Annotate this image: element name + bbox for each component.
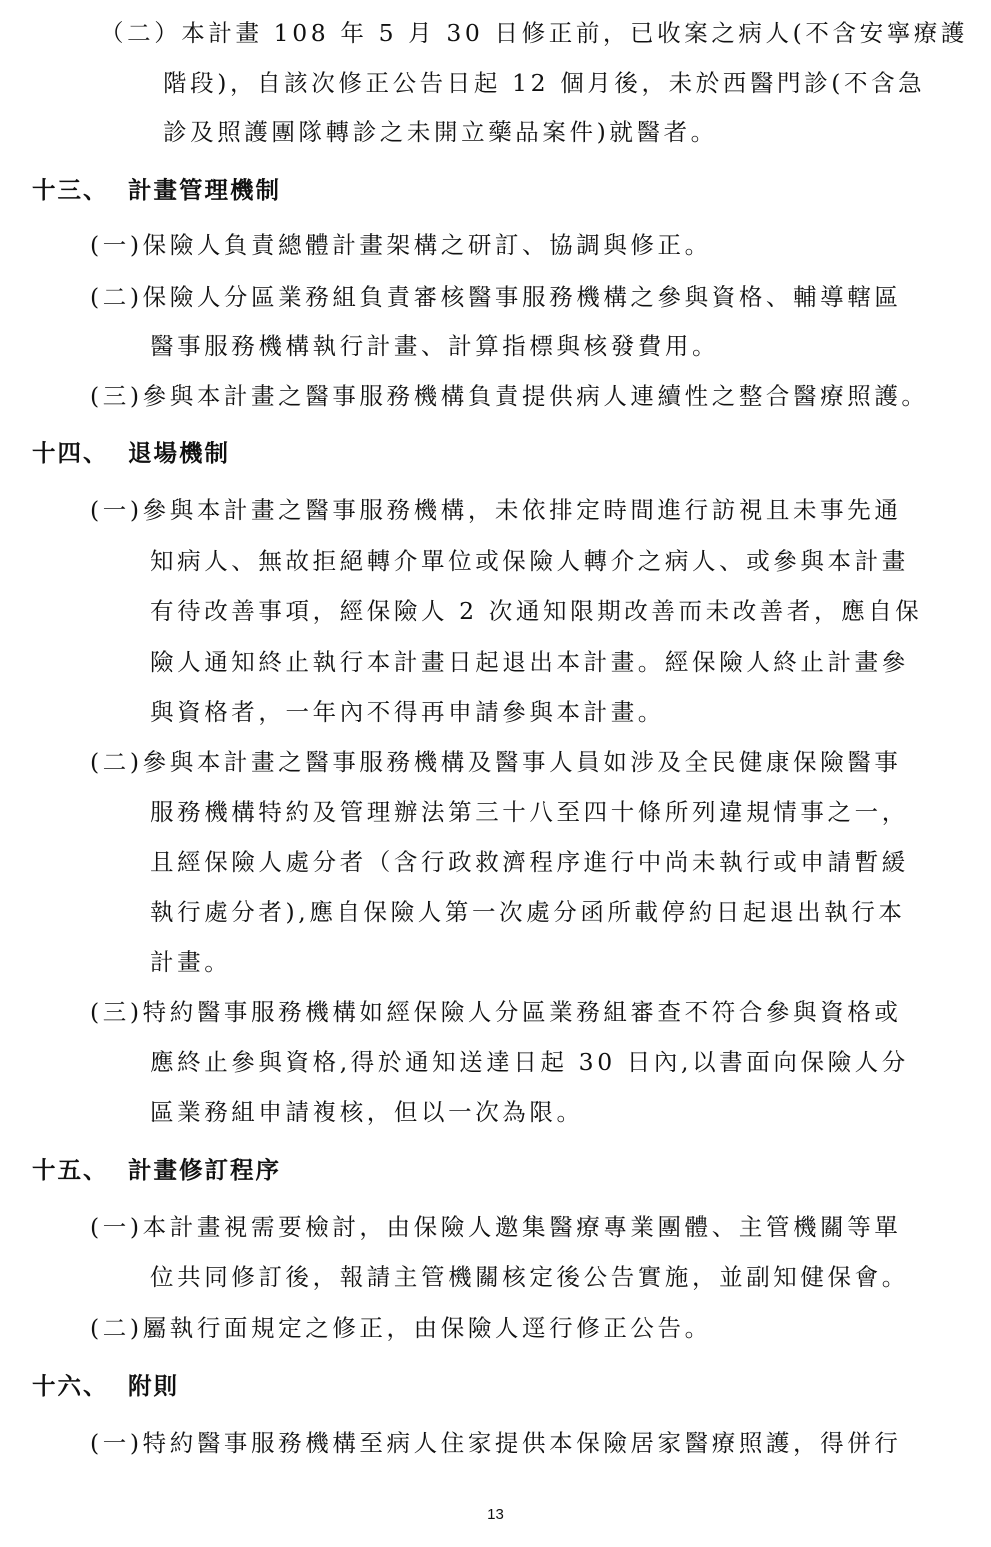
body-line: (二)屬執行面規定之修正，由保險人逕行修正公告。	[90, 1314, 712, 1342]
body-line: 知病人、無故拒絕轉介單位或保險人轉介之病人、或參與本計畫	[150, 547, 909, 575]
body-line: (二)參與本計畫之醫事服務機構及醫事人員如涉及全民健康保險醫事	[90, 748, 902, 776]
body-line: 應終止參與資格,得於通知送達日起 30 日內,以書面向保險人分	[150, 1048, 909, 1076]
body-line: 且經保險人處分者（含行政救濟程序進行中尚未執行或申請暫緩	[150, 848, 909, 876]
section-heading	[32, 438, 230, 468]
body-line: 險人通知終止執行本計畫日起退出本計畫。經保險人終止計畫參	[150, 648, 909, 676]
section-number: 十五、	[32, 1156, 109, 1184]
section-number: 十三、	[32, 176, 109, 204]
body-line: 計畫。	[150, 948, 232, 976]
section-number: 十四、	[32, 439, 109, 467]
body-line: (三)參與本計畫之醫事服務機構負責提供病人連續性之整合醫療照護。	[90, 382, 929, 410]
body-line: (一)本計畫視需要檢討，由保險人邀集醫療專業團體、主管機關等單	[90, 1213, 902, 1241]
section-heading	[32, 1371, 179, 1401]
body-line: 服務機構特約及管理辦法第三十八至四十條所列違規情事之一，	[150, 798, 909, 826]
section-heading	[32, 175, 281, 205]
body-line: （二）本計畫 108 年 5 月 30 日修正前，已收案之病人(不含安寧療護	[100, 19, 968, 47]
body-line: 診及照護團隊轉診之未開立藥品案件)就醫者。	[163, 118, 718, 146]
body-line: (二)保險人分區業務組負責審核醫事服務機構之參與資格、輔導轄區	[90, 283, 902, 311]
section-title: 退場機制	[128, 439, 230, 467]
section-title: 計畫修訂程序	[128, 1156, 281, 1184]
body-line: (一)參與本計畫之醫事服務機構，未依排定時間進行訪視且未事先通	[90, 496, 902, 524]
body-line: 有待改善事項，經保險人 2 次通知限期改善而未改善者，應自保	[150, 597, 923, 625]
body-line: 醫事服務機構執行計畫、計算指標與核發費用。	[150, 332, 720, 360]
section-heading	[32, 1155, 281, 1185]
body-line: (一)保險人負責總體計畫架構之研訂、協調與修正。	[90, 231, 712, 259]
section-number: 十六、	[32, 1372, 109, 1400]
section-title: 附則	[128, 1372, 179, 1400]
body-line: 與資格者，一年內不得再申請參與本計畫。	[150, 698, 665, 726]
body-line: (三)特約醫事服務機構如經保險人分區業務組審查不符合參與資格或	[90, 998, 902, 1026]
body-line: 位共同修訂後，報請主管機關核定後公告實施，並副知健保會。	[150, 1263, 909, 1291]
body-line: 執行處分者),應自保險人第一次處分函所載停約日起退出執行本	[150, 898, 906, 926]
page-number: 13	[487, 1506, 504, 1523]
body-line: 區業務組申請複核，但以一次為限。	[150, 1098, 584, 1126]
body-line: 階段)，自該次修正公告日起 12 個月後，未於西醫門診(不含急	[163, 69, 926, 97]
section-title: 計畫管理機制	[128, 176, 281, 204]
body-line: (一)特約醫事服務機構至病人住家提供本保險居家醫療照護，得併行	[90, 1429, 902, 1457]
